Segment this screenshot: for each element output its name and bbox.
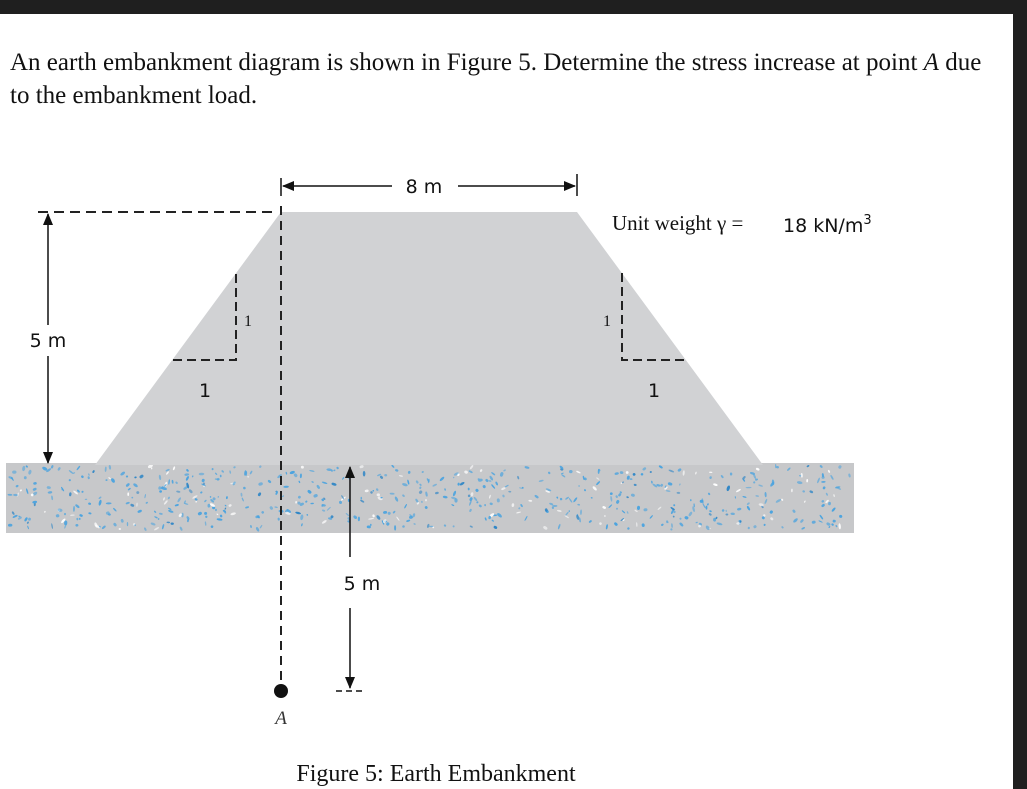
top-width-label: 8 m	[405, 176, 443, 198]
right-scrollbar[interactable]	[1013, 0, 1027, 789]
unit-weight-value: 18 $kN/m^3$	[783, 213, 872, 237]
point-a-label: A	[275, 708, 287, 729]
embankment-body	[95, 212, 763, 465]
right-slope-horizontal-label: 1	[647, 380, 661, 402]
right-slope-vertical-label: 1	[603, 313, 611, 330]
figure-caption: Figure 5: Earth Embankment	[296, 761, 576, 787]
unit-weight-label: Unit weight γ =	[612, 211, 744, 235]
question-text-before: An earth embankment diagram is shown in Figure 5. Determine the stress increase at point	[10, 49, 924, 76]
left-slope-vertical-label: 1	[244, 313, 252, 330]
question-text-after: due to the embankment load.	[10, 49, 982, 109]
left-slope-horizontal-label: 1	[198, 380, 212, 402]
point-a-marker	[274, 684, 288, 698]
soil-layer	[6, 463, 854, 533]
point-variable: A	[923, 49, 939, 76]
depth-label: 5 m	[343, 573, 381, 595]
height-label: 5 m	[29, 330, 67, 352]
